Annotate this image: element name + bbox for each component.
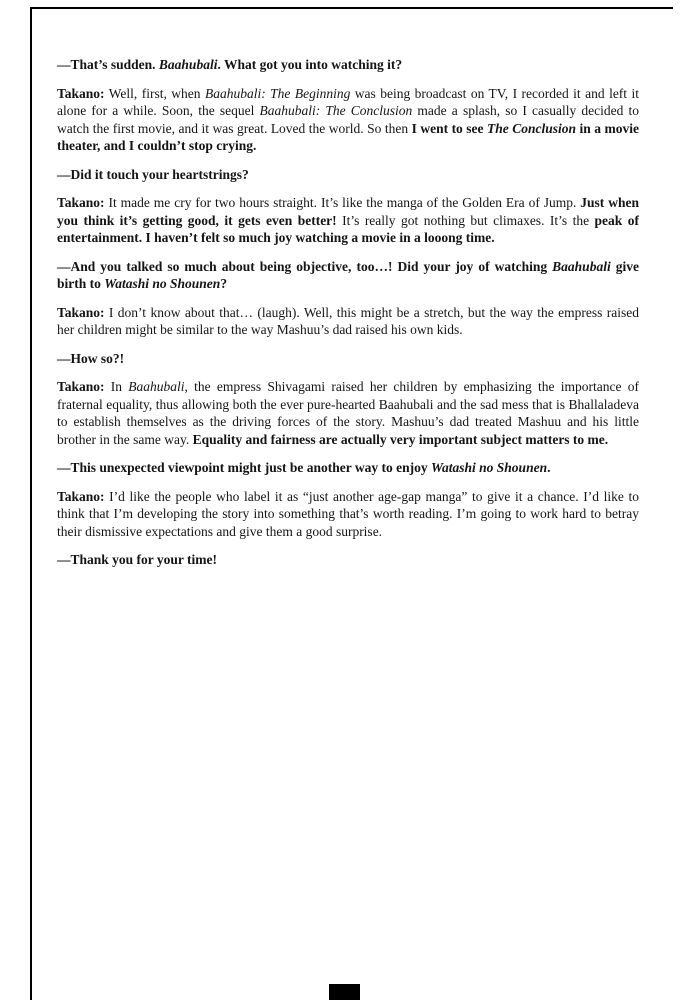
text-segment: —This unexpected viewpoint might just be another way to enjoy: [57, 460, 432, 475]
interviewer-question: [57, 551, 639, 569]
interviewee-answer: [57, 488, 639, 541]
text-segment: —Did it touch your heartstrings?: [57, 166, 249, 182]
text-segment: —And you talked so much about being objective, too…! Did your joy of watching: [57, 258, 553, 274]
interviewee-answer: [57, 378, 639, 448]
text-segment: made a splash, so I casually decided to watch the first movie, and it was great. Loved the world. So then: [57, 103, 640, 136]
text-segment: peak of entertainment. I haven’t felt so much joy watching a movie in a looong time.: [57, 212, 639, 245]
text-segment: In: [104, 379, 129, 394]
text-segment: Baahubali: The Conclusion: [259, 103, 413, 118]
text-segment: Takano:: [57, 304, 105, 320]
text-segment: , the empress Shivagami raised her children by emphasizing the importance of fraternal equality, thus allowing both the ever pure-hearted Baahubali and the sad mess that is Bhallaladeva to establish themselves as the driving forces of the story. Mashuu’s dad treated Mashuu and his little brother in the same way.: [57, 379, 640, 447]
text-segment: —That’s sudden.: [57, 57, 159, 72]
text-segment: The Conclusion: [487, 120, 577, 136]
text-segment: in a movie theater, and I couldn’t stop crying.: [57, 120, 639, 153]
text-segment: give birth to: [57, 258, 639, 291]
interviewee-answer: [57, 304, 639, 339]
text-segment: Takano:: [57, 195, 105, 210]
text-segment: .: [547, 460, 551, 475]
text-segment: It made me cry for two hours straight. It’s like the manga of the Golden Era of Jump.: [104, 195, 581, 210]
text-segment: was being broadcast on TV, I recorded it and left it alone for a while. Soon, the sequel: [57, 85, 639, 118]
text-segment: It’s really got nothing but climaxes. It’s the: [336, 212, 595, 228]
text-segment: Baahubali: [128, 379, 185, 394]
interviewer-question: [57, 258, 639, 293]
interviewee-answer: [57, 194, 639, 247]
text-segment: —How so?!: [57, 350, 125, 366]
text-segment: Takano:: [57, 85, 105, 101]
page-border-top: [30, 7, 673, 9]
text-segment: Takano:: [57, 488, 105, 504]
text-segment: Baahubali: [552, 258, 611, 274]
text-segment: Watashi no Shounen: [104, 276, 221, 291]
text-segment: I don’t know about that… (laugh). Well, this might be a stretch, but the way the empress raised her children might be similar to the way Mashuu’s dad raised his own kids.: [57, 304, 639, 337]
interviewer-question: [57, 166, 639, 184]
interviewee-answer: [57, 85, 639, 155]
text-segment: Equality and fairness are actually very important subject matters to me.: [192, 431, 609, 447]
text-segment: Baahubali: The Beginning: [204, 85, 351, 101]
interview-transcript: [57, 56, 639, 580]
text-segment: ?: [220, 276, 228, 291]
text-segment: I’d like the people who label it as “just another age-gap manga” to give it a chance. I’d like to think that I’m developing the story into something that’s worth reading. I’m going to work hard to betray their dismissive expectations and give them a good surprise.: [57, 488, 639, 539]
interviewer-question: [57, 56, 639, 74]
text-segment: Well, first, when: [104, 85, 205, 101]
text-segment: I went to see: [411, 120, 488, 136]
text-segment: Just when you think it’s getting good, it gets even better!: [57, 195, 639, 228]
text-segment: Baahubali: [158, 57, 218, 72]
text-segment: Watashi no Shounen: [431, 460, 548, 475]
text-segment: . What got you into watching it?: [217, 57, 403, 72]
text-segment: —Thank you for your time!: [57, 552, 218, 567]
page-border-left: [30, 7, 32, 1000]
interviewer-question: [57, 459, 639, 477]
page-number-tab: [329, 984, 360, 1000]
interviewer-question: [57, 350, 639, 368]
text-segment: Takano:: [57, 379, 105, 394]
